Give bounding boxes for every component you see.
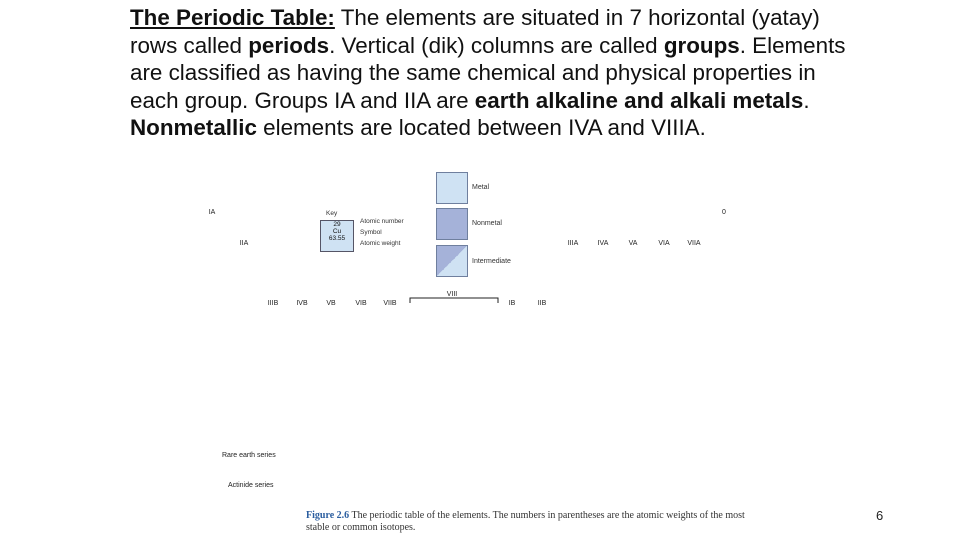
text-part-2: . Vertical (dik) columns are called: [329, 32, 664, 58]
group-label-VIII: VIII: [446, 291, 458, 298]
slide-number: 6: [876, 508, 884, 523]
group-label-VA: VA: [628, 240, 638, 247]
group-label-0: 0: [722, 209, 726, 216]
group-label-IVB: IVB: [296, 300, 308, 307]
key-symbol-label: Symbol: [360, 229, 382, 236]
legend-intermediate-swatch: [436, 245, 468, 277]
slide-body-text: [130, 4, 850, 172]
legend-nonmetal-label: Nonmetal: [472, 220, 502, 227]
term-groups: groups: [663, 32, 740, 58]
key-weight: 63.55: [328, 235, 346, 243]
figure-caption-text: The periodic table of the elements. The numbers in parentheses are the atomic weights of the most stable or common isotopes.: [306, 510, 745, 533]
figure-number: Figure 2.6: [306, 510, 350, 521]
term-earth-alkaline: earth alkaline and alkali metals: [474, 87, 804, 113]
key-example-cell: [320, 220, 354, 252]
rare-earth-series-label: Rare earth series: [222, 452, 276, 459]
group-label-IIIA: IIIA: [567, 240, 579, 247]
group-label-VIIB: VIIB: [383, 300, 397, 307]
group-label-IVA: IVA: [597, 240, 609, 247]
text-part-1: The elements are situated in 7 horizontal (yatay) rows called: [130, 5, 820, 58]
key-weight-label: Atomic weight: [360, 240, 401, 247]
legend-nonmetal-swatch: [436, 208, 468, 240]
key-title: Key: [326, 210, 338, 217]
slide-title: The Periodic Table:: [130, 5, 335, 30]
legend-metal-label: Metal: [472, 184, 490, 191]
figure-caption: [306, 510, 746, 534]
group-VIII-bracket: [408, 294, 500, 304]
actinide-series-label: Actinide series: [228, 482, 274, 489]
group-label-VIB: VIB: [355, 300, 367, 307]
key-atomic-number-label: Atomic number: [360, 218, 404, 225]
key-symbol: Cu: [332, 228, 342, 236]
group-label-IA: IA: [208, 209, 216, 216]
group-label-VIA: VIA: [658, 240, 670, 247]
text-part-5: elements are located between IVA and VIIIA.: [256, 115, 706, 140]
group-label-IIA: IIA: [239, 240, 249, 247]
group-label-IB: IB: [508, 300, 516, 307]
group-label-IIB: IIB: [537, 300, 547, 307]
group-label-VIIA: VIIA: [687, 240, 701, 247]
key-number: 29: [333, 221, 341, 228]
text-part-3: . Elements are classified as having the same chemical and physical properties in each group. Groups IA and IIA are: [130, 32, 846, 113]
legend-metal-swatch: [436, 172, 468, 204]
legend-intermediate-label: Intermediate: [472, 258, 511, 265]
term-periods: periods: [248, 32, 330, 58]
group-label-VB: VB: [326, 300, 336, 307]
term-nonmetallic: Nonmetallic: [130, 115, 257, 140]
group-label-IIIB: IIIB: [267, 300, 279, 307]
text-part-4: .: [803, 87, 810, 113]
